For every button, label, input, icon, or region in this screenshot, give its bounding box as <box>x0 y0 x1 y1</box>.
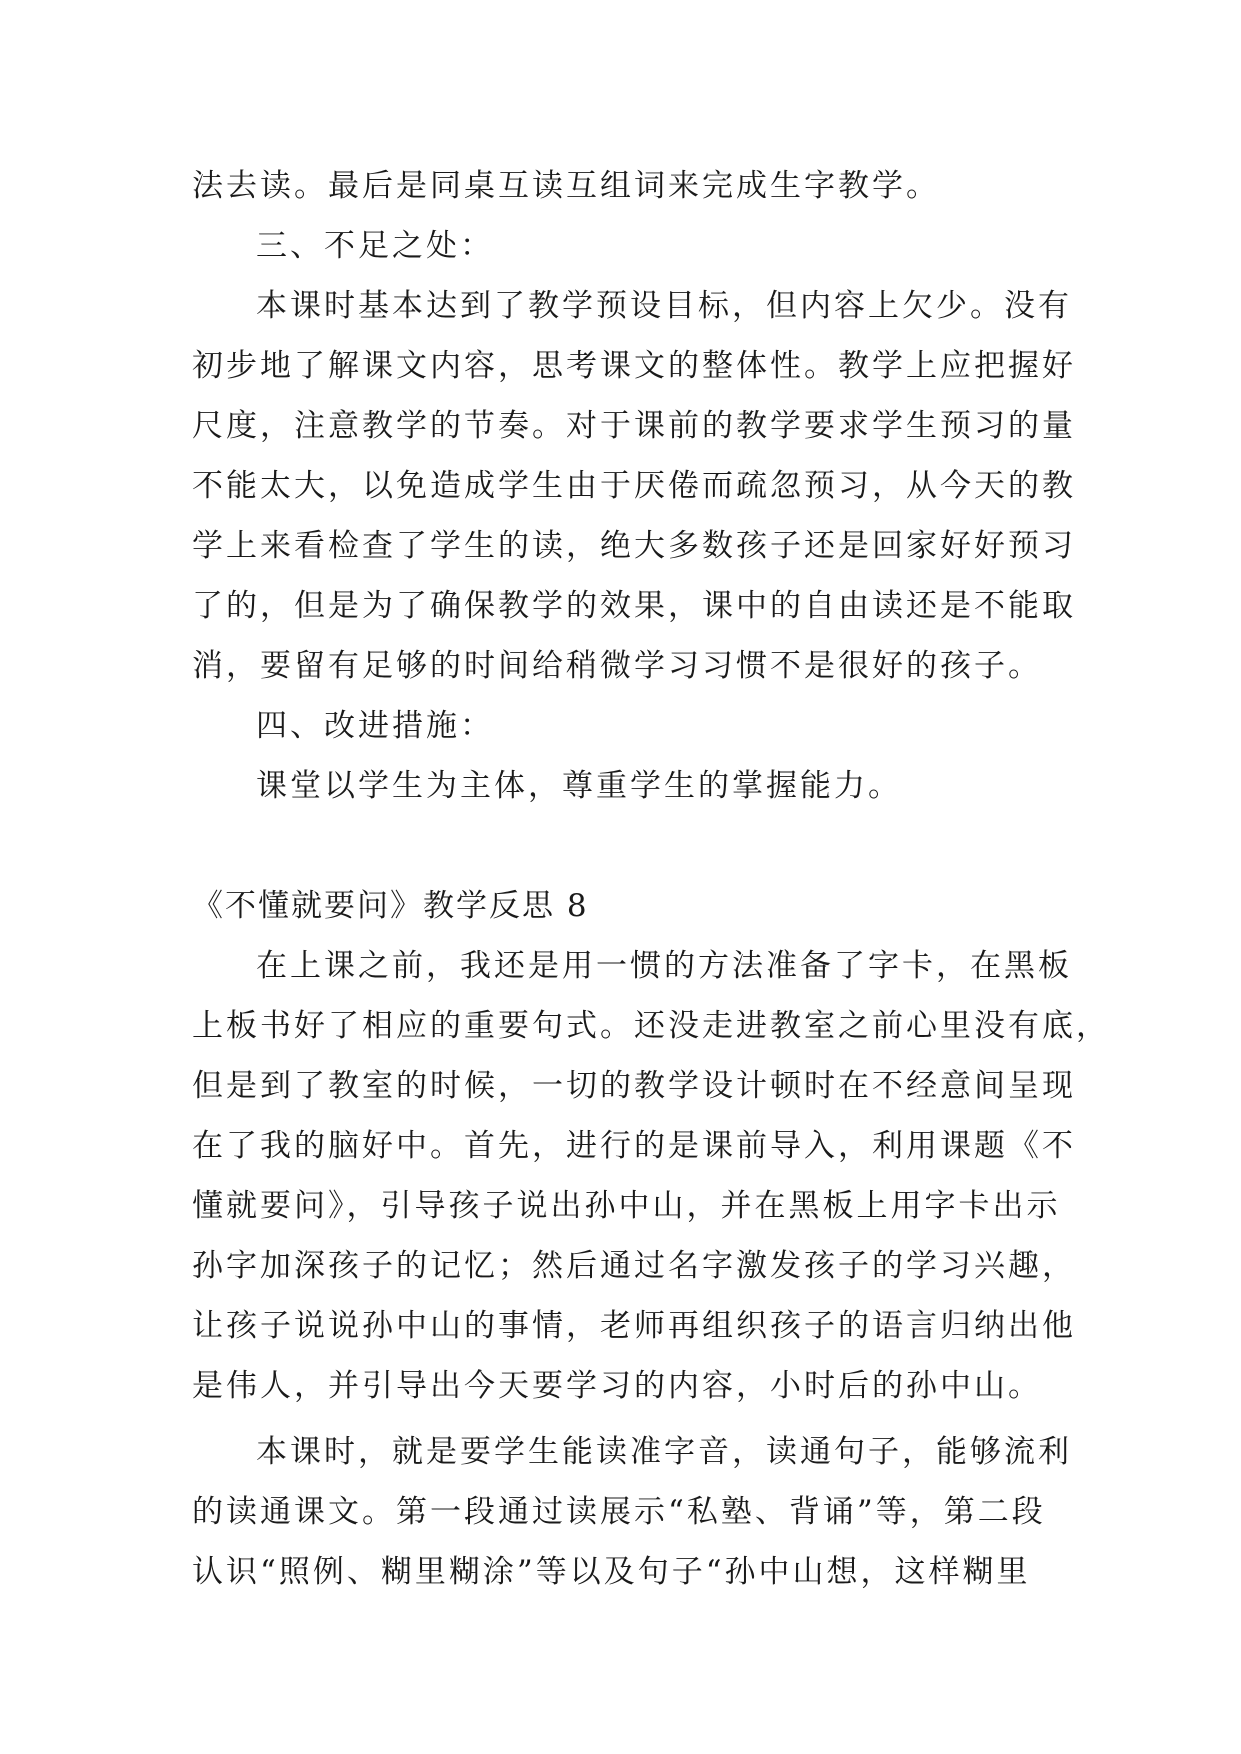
text-line: 的读通课文。第一段通过读展示“私塾、背诵”等，第二段 <box>192 1494 1046 1530</box>
text-line: 孙字加深孩子的记忆；然后通过名字激发孩子的学习兴趣， <box>192 1248 1076 1284</box>
document-page <box>192 156 1110 1602</box>
text-line: 让孩子说说孙中山的事情，老师再组织孩子的语言归纳出他 <box>192 1308 1076 1344</box>
article-title: 《不懂就要问》教学反思 8 <box>192 888 589 924</box>
section-heading-shortcomings: 三、不足之处： <box>256 228 494 264</box>
text-line: 消，要留有足够的时间给稍微学习习惯不是很好的孩子。 <box>192 648 1042 684</box>
text-line: 懂就要问》，引导孩子说出孙中山，并在黑板上用字卡出示 <box>192 1188 1061 1224</box>
text-line: 在了我的脑好中。首先，进行的是课前导入，利用课题《不 <box>192 1128 1076 1164</box>
text-line: 了的，但是为了确保教学的效果，课中的自由读还是不能取 <box>192 588 1076 624</box>
text-line: 在上课之前，我还是用一惯的方法准备了字卡，在黑板 <box>256 948 1072 984</box>
section-heading-improvements: 四、改进措施： <box>256 708 494 744</box>
text-line: 上板书好了相应的重要句式。还没走进教室之前心里没有底， <box>192 1008 1110 1044</box>
text-line: 学上来看检查了学生的读，绝大多数孩子还是回家好好预习 <box>192 528 1076 564</box>
paragraph-shortcomings <box>192 276 1076 696</box>
text-line: 课堂以学生为主体，尊重学生的掌握能力。 <box>256 768 902 804</box>
text-line: 本课时，就是要学生能读准字音，读通句子，能够流利 <box>256 1434 1072 1470</box>
text-line: 不能太大，以免造成学生由于厌倦而疏忽预习，从今天的教 <box>192 468 1076 504</box>
text-line: 尺度，注意教学的节奏。对于课前的教学要求学生预习的量 <box>192 408 1076 444</box>
text-line: 认识“照例、糊里糊涂”等以及句子“孙中山想，这样糊里 <box>192 1554 1031 1590</box>
blank-line <box>192 816 1057 876</box>
text-line: 本课时基本达到了教学预设目标，但内容上欠少。没有 <box>256 288 1072 324</box>
paragraph-intro <box>192 936 1110 1416</box>
paragraph-lesson <box>192 1422 1072 1602</box>
text-line: 是伟人，并引导出今天要学习的内容，小时后的孙中山。 <box>192 1368 1042 1404</box>
text-line: 法去读。最后是同桌互读互组词来完成生字教学。 <box>192 168 940 204</box>
text-line: 但是到了教室的时候，一切的教学设计顿时在不经意间呈现 <box>192 1068 1076 1104</box>
text-line: 初步地了解课文内容，思考课文的整体性。教学上应把握好 <box>192 348 1076 384</box>
